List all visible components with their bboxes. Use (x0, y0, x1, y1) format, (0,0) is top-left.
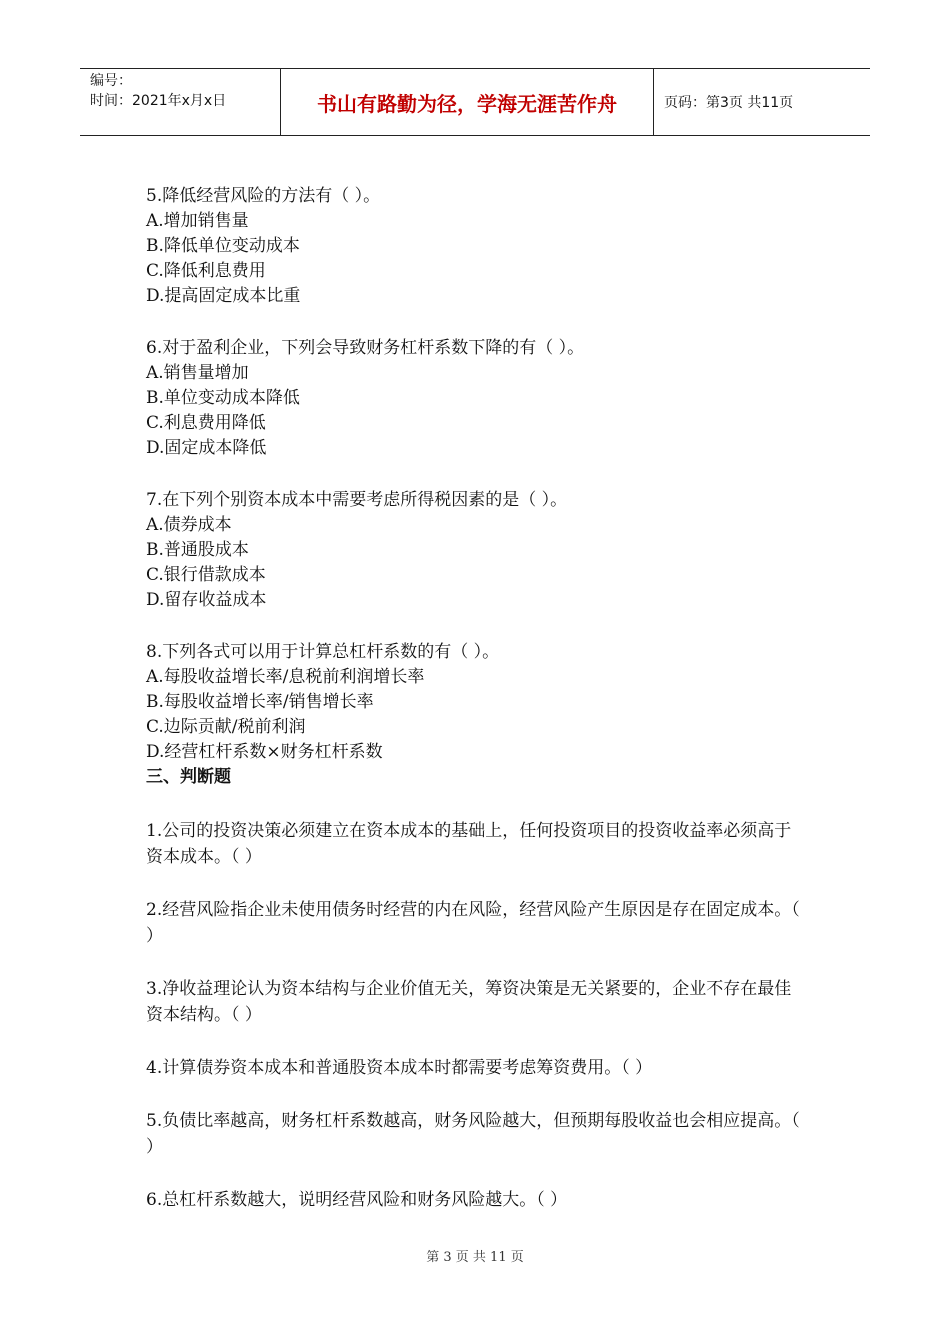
option-a: A.增加销售量 (146, 211, 249, 231)
question-stem: 5.降低经营风险的方法有（ ）。 (146, 186, 381, 206)
document-date: 时间：2021年x月x日 (90, 93, 227, 109)
option-b: B.降低单位变动成本 (146, 236, 300, 256)
judgment-1: 1.公司的投资决策必须建立在资本成本的基础上，任何投资项目的投资收益率必须高于资本成本。（ ） (146, 821, 792, 867)
document-body (146, 184, 806, 1240)
question-stem: 8.下列各式可以用于计算总杠杆系数的有（ ）。 (146, 642, 500, 662)
question-5 (146, 184, 806, 309)
question-stem: 6.对于盈利企业，下列会导致财务杠杆系数下降的有（ ）。 (146, 338, 585, 358)
question-stem: 7.在下列个别资本成本中需要考虑所得税因素的是（ ）。 (146, 490, 568, 510)
option-b: B.单位变动成本降低 (146, 388, 300, 408)
option-c: C.边际贡献/税前利润 (146, 717, 306, 737)
option-b: B.普通股成本 (146, 540, 249, 560)
header-meta (80, 69, 281, 135)
page-header (80, 68, 870, 136)
document-number: 编号： (90, 73, 132, 89)
option-d: D.提高固定成本比重 (146, 286, 301, 306)
option-a: A.债券成本 (146, 515, 232, 535)
question-8 (146, 640, 806, 765)
judgment-4: 4.计算债券资本成本和普通股资本成本时都需要考虑筹资费用。（ ） (146, 1058, 653, 1078)
judgment-5: 5.负债比率越高，财务杠杆系数越高，财务风险越大，但预期每股收益也会相应提高。（ ） (146, 1111, 800, 1157)
header-motto: 书山有路勤为径，学海无涯苦作舟 (281, 69, 654, 135)
judgment-6: 6.总杠杆系数越大，说明经营风险和财务风险越大。（ ） (146, 1190, 568, 1210)
option-d: D.留存收益成本 (146, 590, 267, 610)
header-page-info: 页码：第3页 共11页 (664, 95, 794, 111)
page-footer: 第 3 页 共 11 页 (426, 1250, 524, 1265)
option-c: C.降低利息费用 (146, 261, 266, 281)
option-a: A.销售量增加 (146, 363, 249, 383)
option-d: D.经营杠杆系数×财务杠杆系数 (146, 742, 383, 762)
option-b: B.每股收益增长率/销售增长率 (146, 692, 374, 712)
question-6 (146, 336, 806, 461)
option-c: C.利息费用降低 (146, 413, 266, 433)
judgment-3: 3.净收益理论认为资本结构与企业价值无关，筹资决策是无关紧要的，企业不存在最佳资本结构。（ ） (146, 979, 792, 1025)
option-a: A.每股收益增长率/息税前利润增长率 (146, 667, 425, 687)
option-d: D.固定成本降低 (146, 438, 267, 458)
question-7 (146, 488, 806, 613)
section-title-judgment: 三、判断题 (146, 767, 231, 787)
option-c: C.银行借款成本 (146, 565, 266, 585)
judgment-2: 2.经营风险指企业未使用债务时经营的内在风险，经营风险产生原因是存在固定成本。（ ） (146, 900, 800, 946)
